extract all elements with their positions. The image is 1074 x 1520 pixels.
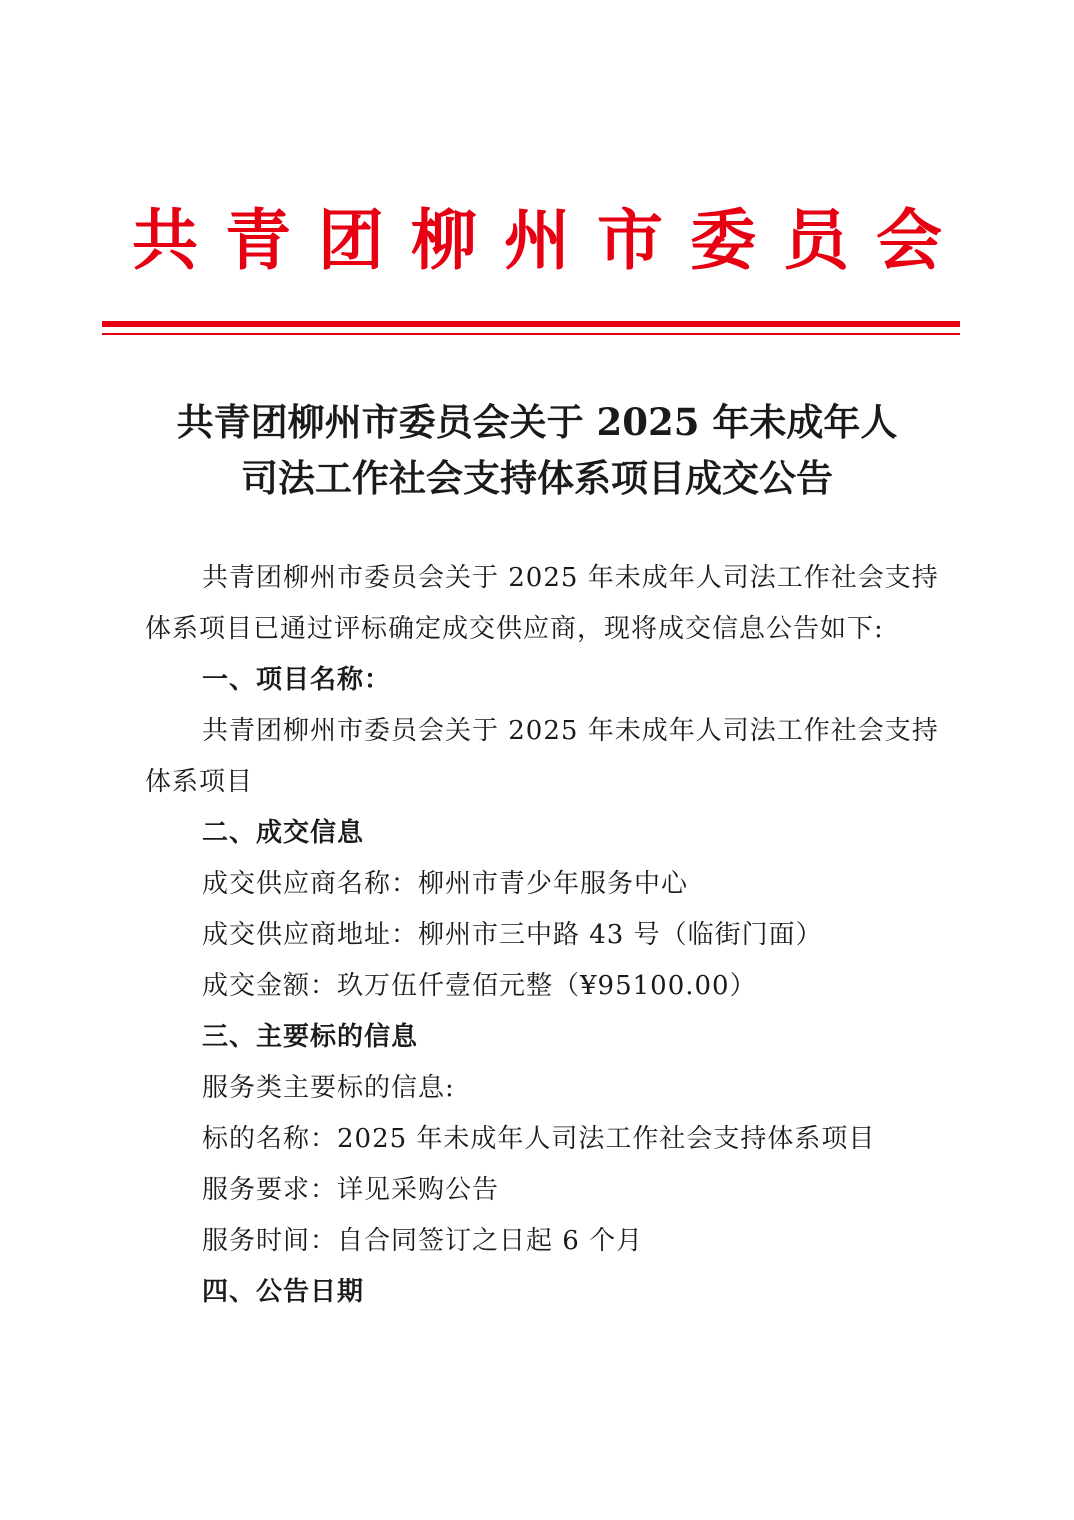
service-period: 服务时间：自合同签订之日起 6 个月 bbox=[202, 1226, 644, 1256]
intro-paragraph: 共青团柳州市委员会关于 2025 年未成年人司法工作社会支持体系项目已通过评标确定成交供应商，现将成交信息公告如下: bbox=[145, 563, 939, 644]
red-divider-thick bbox=[102, 321, 960, 327]
red-divider-thin bbox=[102, 333, 960, 335]
section-heading-deal: 二、成交信息 bbox=[202, 818, 365, 848]
section-heading-date: 四、公告日期 bbox=[202, 1277, 365, 1307]
title-line-2: 司法工作社会支持体系项目成交公告 bbox=[241, 456, 833, 500]
document-body bbox=[145, 553, 945, 1318]
section-heading-project: 一、项目名称： bbox=[202, 665, 392, 695]
document-title bbox=[120, 394, 954, 506]
supplier-name: 成交供应商名称：柳州市青少年服务中心 bbox=[202, 869, 689, 899]
subject-category: 服务类主要标的信息: bbox=[202, 1073, 455, 1103]
service-requirement: 服务要求：详见采购公告 bbox=[202, 1175, 500, 1205]
title-line-1: 共青团柳州市委员会关于 2025 年未成年人 bbox=[176, 400, 898, 444]
supplier-address: 成交供应商地址：柳州市三中路 43 号（临街门面） bbox=[202, 920, 823, 950]
project-name: 共青团柳州市委员会关于 2025 年未成年人司法工作社会支持体系项目 bbox=[145, 716, 939, 797]
section-heading-subject: 三、主要标的信息 bbox=[202, 1022, 419, 1052]
deal-amount: 成交金额：玖万伍仟壹佰元整（¥95100.00） bbox=[202, 971, 757, 1001]
subject-name: 标的名称：2025 年未成年人司法工作社会支持体系项目 bbox=[202, 1124, 876, 1154]
org-masthead: 共青团柳州市委员会 bbox=[132, 202, 969, 279]
